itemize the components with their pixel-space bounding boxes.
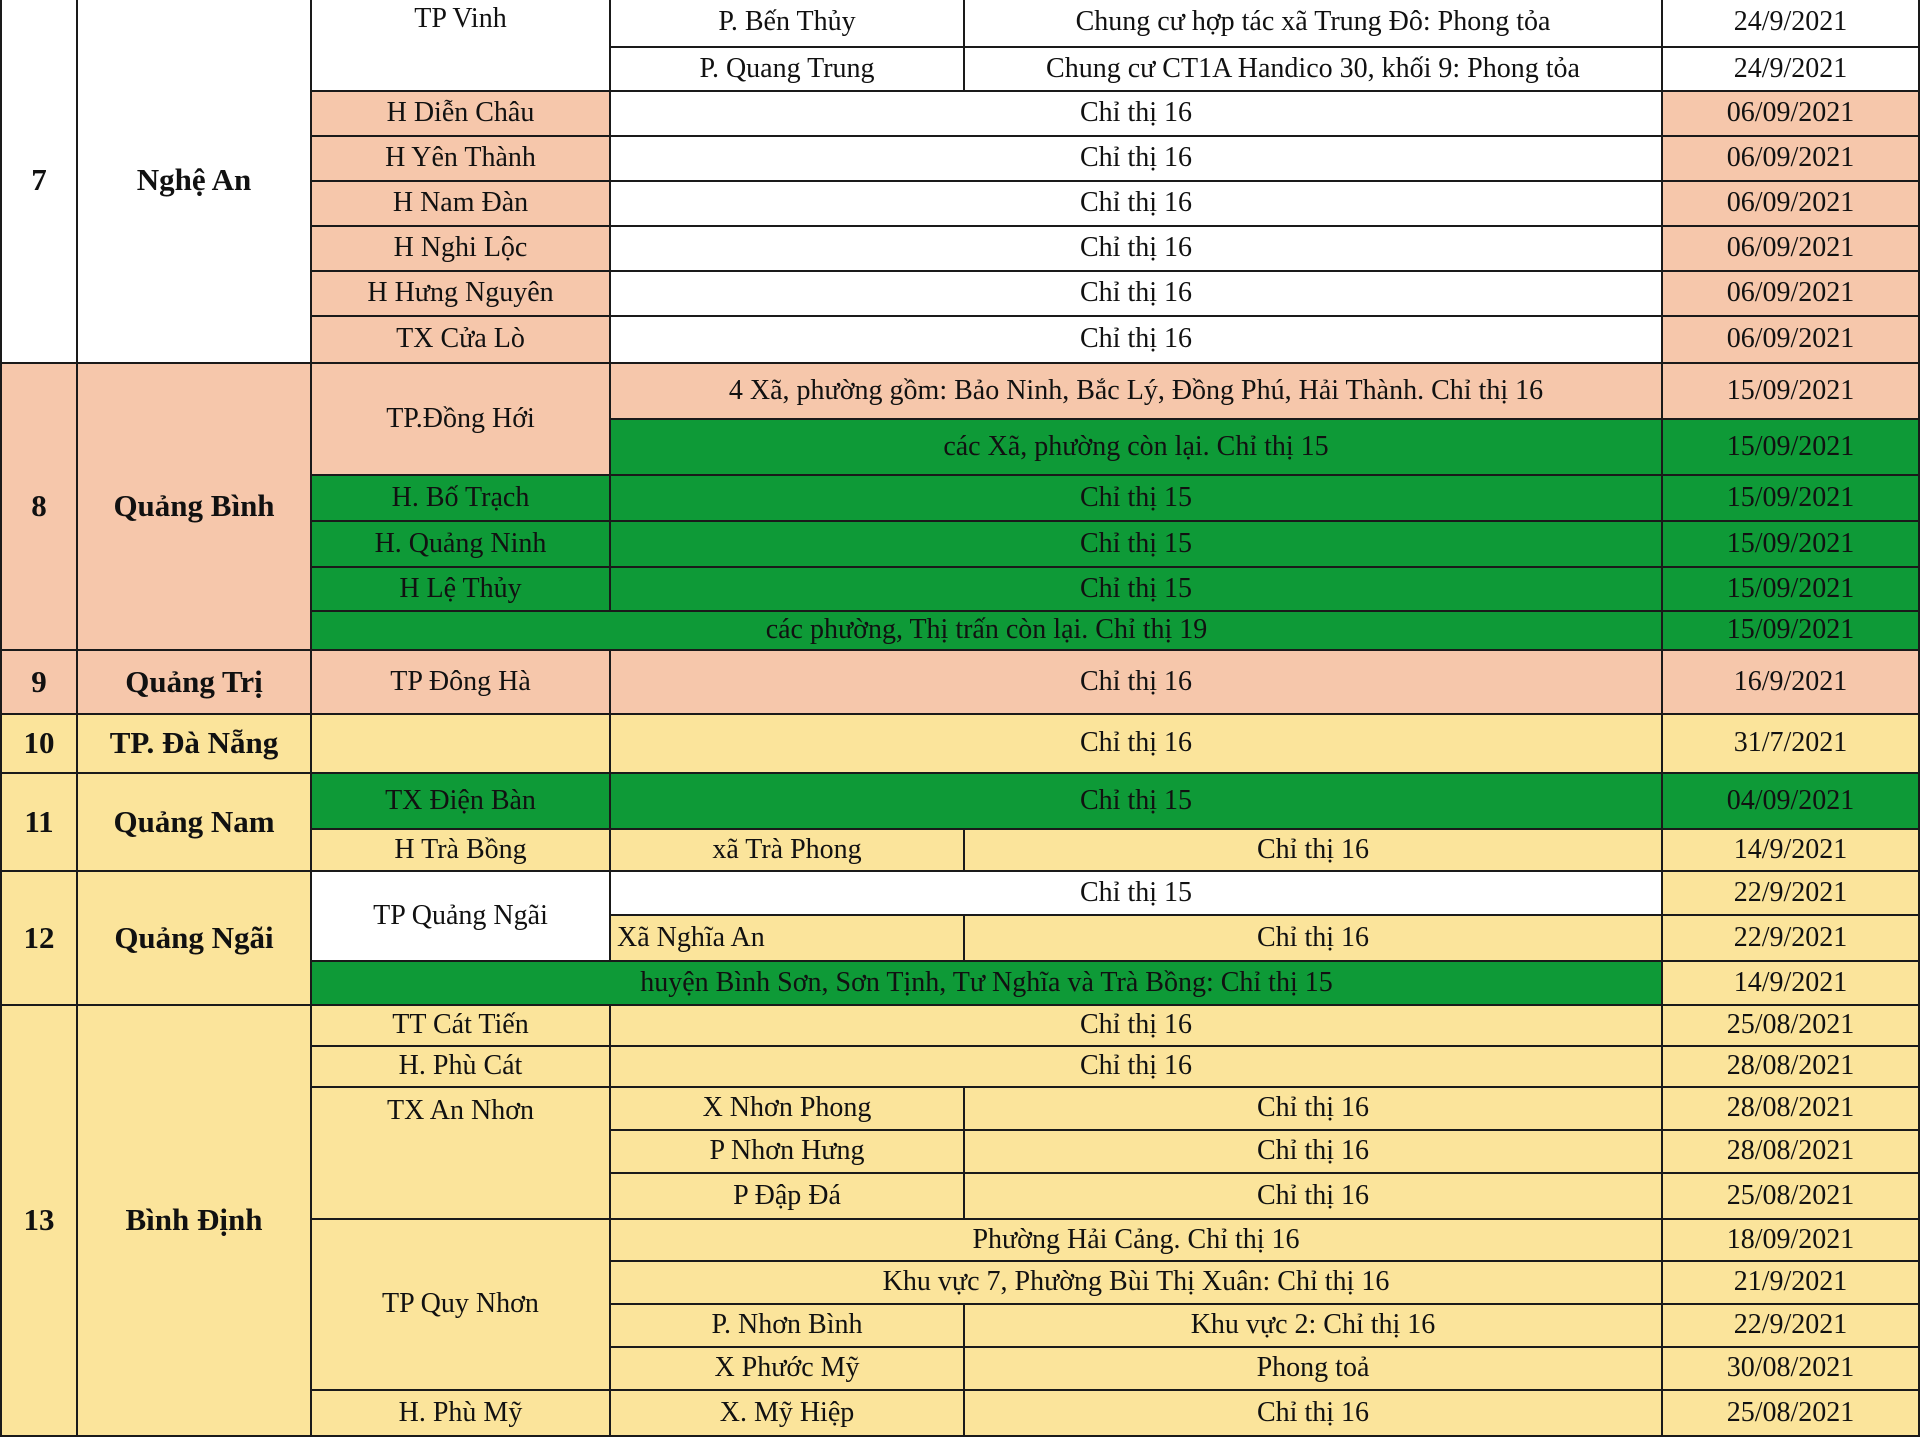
district-phu-cat: H. Phù Cát: [310, 1045, 611, 1088]
measure-quang-ngai-huyen: huyện Bình Sơn, Sơn Tịnh, Tư Nghĩa và Trà Bồng: Chỉ thị 15: [310, 960, 1663, 1006]
date-nghi-loc: 06/09/2021: [1661, 225, 1920, 272]
district-dong-hoi: TP.Đồng Hới: [310, 362, 611, 476]
date-cat-tien: 25/08/2021: [1661, 1004, 1920, 1047]
district-nghi-loc: H Nghi Lộc: [310, 225, 611, 272]
measure-my-hiep: Chỉ thị 16: [963, 1389, 1663, 1437]
district-da-nang-empty: [310, 713, 611, 774]
measure-nghi-loc: Chỉ thị 16: [609, 225, 1663, 272]
date-ben-thuy: 24/9/2021: [1661, 0, 1920, 48]
measure-phuoc-my: Phong toả: [963, 1346, 1663, 1391]
date-bo-trach: 15/09/2021: [1661, 474, 1920, 522]
ward-phuoc-my: X Phước Mỹ: [609, 1346, 965, 1391]
date-phu-cat: 28/08/2021: [1661, 1045, 1920, 1088]
date-my-hiep: 25/08/2021: [1661, 1389, 1920, 1437]
measure-quang-trung: Chung cư CT1A Handico 30, khối 9: Phong tỏa: [963, 46, 1663, 92]
province-no-12: 12: [0, 870, 78, 1006]
district-dien-ban: TX Điện Bàn: [310, 772, 611, 830]
date-nhon-binh: 22/9/2021: [1661, 1303, 1920, 1348]
province-no-8: 8: [0, 362, 78, 651]
ward-nhon-binh: P. Nhơn Bình: [609, 1303, 965, 1348]
measure-nhon-phong: Chỉ thị 16: [963, 1086, 1663, 1131]
date-dien-chau: 06/09/2021: [1661, 90, 1920, 137]
district-bo-trach: H. Bố Trạch: [310, 474, 611, 522]
measure-hung-nguyen: Chỉ thị 16: [609, 270, 1663, 317]
measure-bo-trach: Chỉ thị 15: [609, 474, 1663, 522]
measure-dong-ha: Chỉ thị 16: [609, 649, 1663, 715]
measure-hai-cang: Phường Hải Cảng. Chỉ thị 16: [609, 1218, 1663, 1262]
district-tp-vinh: TP Vinh: [310, 0, 611, 92]
ward-nghia-an: Xã Nghĩa An: [609, 914, 965, 962]
date-dien-ban: 04/09/2021: [1661, 772, 1920, 830]
measure-phu-cat: Chỉ thị 16: [609, 1045, 1663, 1088]
measure-nghia-an: Chỉ thị 16: [963, 914, 1663, 962]
measure-quang-ninh: Chỉ thị 15: [609, 520, 1663, 568]
measure-ben-thuy: Chung cư hợp tác xã Trung Đô: Phong tỏa: [963, 0, 1663, 48]
district-nam-dan: H Nam Đàn: [310, 180, 611, 227]
ward-my-hiep: X. Mỹ Hiệp: [609, 1389, 965, 1437]
date-dong-hoi-4-xa: 15/09/2021: [1661, 362, 1920, 420]
measure-dong-hoi-4-xa: 4 Xã, phường gồm: Bảo Ninh, Bắc Lý, Đồng Phú, Hải Thành. Chỉ thị 16: [609, 362, 1663, 420]
date-cua-lo: 06/09/2021: [1661, 315, 1920, 364]
date-nhon-phong: 28/08/2021: [1661, 1086, 1920, 1131]
province-name-binh-dinh: Bình Định: [76, 1004, 312, 1437]
date-nghia-an: 22/9/2021: [1661, 914, 1920, 962]
date-phuoc-my: 30/08/2021: [1661, 1346, 1920, 1391]
province-no-9: 9: [0, 649, 78, 715]
date-nhon-hung: 28/08/2021: [1661, 1129, 1920, 1174]
ward-ben-thuy: P. Bến Thủy: [609, 0, 965, 48]
measure-nhon-binh: Khu vực 2: Chỉ thị 16: [963, 1303, 1663, 1348]
province-name-quang-binh: Quảng Bình: [76, 362, 312, 651]
measure-tra-phong: Chỉ thị 16: [963, 828, 1663, 872]
measure-da-nang: Chỉ thị 16: [609, 713, 1663, 774]
province-name-quang-ngai: Quảng Ngãi: [76, 870, 312, 1006]
district-phu-my: H. Phù Mỹ: [310, 1389, 611, 1437]
district-cat-tien: TT Cát Tiến: [310, 1004, 611, 1047]
province-no-11: 11: [0, 772, 78, 872]
date-hung-nguyen: 06/09/2021: [1661, 270, 1920, 317]
district-cua-lo: TX Cửa Lò: [310, 315, 611, 364]
date-quang-trung: 24/9/2021: [1661, 46, 1920, 92]
date-quang-ninh: 15/09/2021: [1661, 520, 1920, 568]
date-dong-hoi-con-lai: 15/09/2021: [1661, 418, 1920, 476]
date-dap-da: 25/08/2021: [1661, 1172, 1920, 1220]
district-quy-nhon: TP Quy Nhơn: [310, 1218, 611, 1391]
district-dong-ha: TP Đông Hà: [310, 649, 611, 715]
district-an-nhon: TX An Nhơn: [310, 1086, 611, 1220]
district-yen-thanh: H Yên Thành: [310, 135, 611, 182]
province-name-quang-nam: Quảng Nam: [76, 772, 312, 872]
date-quang-binh-con-lai: 15/09/2021: [1661, 610, 1920, 651]
date-hai-cang: 18/09/2021: [1661, 1218, 1920, 1262]
date-dong-ha: 16/9/2021: [1661, 649, 1920, 715]
province-name-quang-tri: Quảng Trị: [76, 649, 312, 715]
measure-dap-da: Chỉ thị 16: [963, 1172, 1663, 1220]
province-no-7: 7: [0, 0, 78, 364]
date-tra-phong: 14/9/2021: [1661, 828, 1920, 872]
date-quang-ngai-ct15: 22/9/2021: [1661, 870, 1920, 916]
ward-dap-da: P Đập Đá: [609, 1172, 965, 1220]
district-quang-ninh: H. Quảng Ninh: [310, 520, 611, 568]
district-dien-chau: H Diễn Châu: [310, 90, 611, 137]
measure-bui-thi-xuan: Khu vực 7, Phường Bùi Thị Xuân: Chỉ thị 16: [609, 1260, 1663, 1305]
province-name-nghe-an: Nghệ An: [76, 0, 312, 364]
measure-dien-chau: Chỉ thị 16: [609, 90, 1663, 137]
measure-dien-ban: Chỉ thị 15: [609, 772, 1663, 830]
date-yen-thanh: 06/09/2021: [1661, 135, 1920, 182]
date-quang-ngai-huyen: 14/9/2021: [1661, 960, 1920, 1006]
measure-le-thuy: Chỉ thị 15: [609, 566, 1663, 612]
ward-nhon-hung: P Nhơn Hưng: [609, 1129, 965, 1174]
measure-yen-thanh: Chỉ thị 16: [609, 135, 1663, 182]
district-tra-bong: H Trà Bồng: [310, 828, 611, 872]
measure-quang-ngai-ct15: Chỉ thị 15: [609, 870, 1663, 916]
district-tp-quang-ngai: TP Quảng Ngãi: [310, 870, 611, 962]
date-bui-thi-xuan: 21/9/2021: [1661, 1260, 1920, 1305]
date-da-nang: 31/7/2021: [1661, 713, 1920, 774]
province-name-da-nang: TP. Đà Nẵng: [76, 713, 312, 774]
ward-tra-phong: xã Trà Phong: [609, 828, 965, 872]
district-le-thuy: H Lệ Thủy: [310, 566, 611, 612]
ward-quang-trung: P. Quang Trung: [609, 46, 965, 92]
measure-quang-binh-con-lai: các phường, Thị trấn còn lại. Chỉ thị 19: [310, 610, 1663, 651]
ward-nhon-phong: X Nhơn Phong: [609, 1086, 965, 1131]
date-nam-dan: 06/09/2021: [1661, 180, 1920, 227]
measure-cat-tien: Chỉ thị 16: [609, 1004, 1663, 1047]
measure-nhon-hung: Chỉ thị 16: [963, 1129, 1663, 1174]
date-le-thuy: 15/09/2021: [1661, 566, 1920, 612]
measure-dong-hoi-con-lai: các Xã, phường còn lại. Chỉ thị 15: [609, 418, 1663, 476]
measure-cua-lo: Chỉ thị 16: [609, 315, 1663, 364]
district-hung-nguyen: H Hưng Nguyên: [310, 270, 611, 317]
province-no-13: 13: [0, 1004, 78, 1437]
province-no-10: 10: [0, 713, 78, 774]
measure-nam-dan: Chỉ thị 16: [609, 180, 1663, 227]
